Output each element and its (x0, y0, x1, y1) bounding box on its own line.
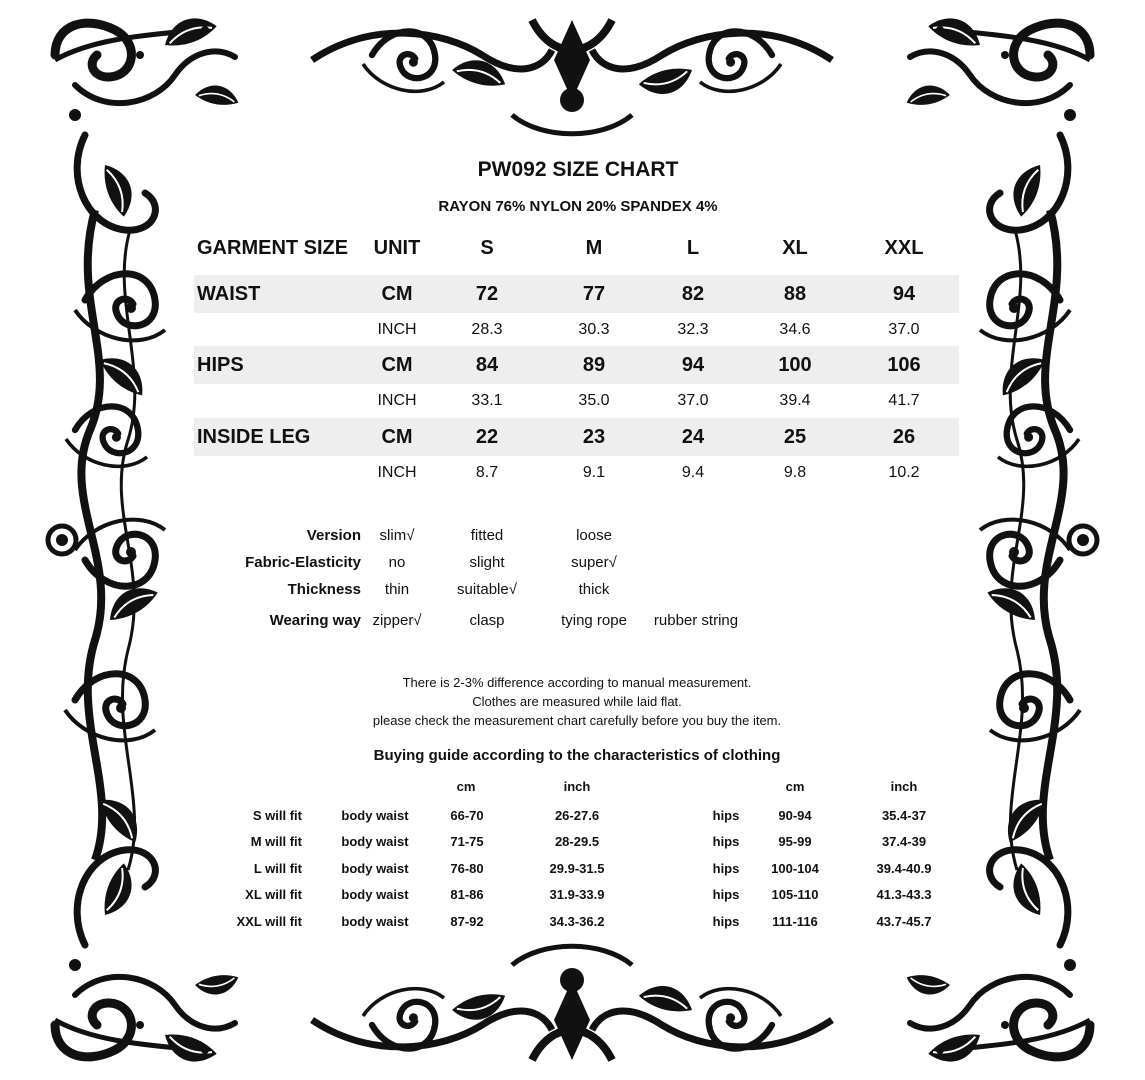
guide-fit: L will fit (253, 861, 302, 876)
header-size-s: S (480, 237, 494, 259)
header-size-xl: XL (782, 237, 808, 259)
page-title: PW092 SIZE CHART (477, 158, 679, 181)
guide-waist-inch: 31.9-33.9 (549, 887, 605, 902)
feature-label-thickness: Thickness (287, 581, 361, 598)
waist-cm-xl: 88 (783, 283, 807, 305)
guide-waist-cm: 76-80 (450, 861, 484, 876)
guide-hips-label: hips (712, 834, 740, 849)
guide-waist-inch: 29.9-31.5 (549, 861, 605, 876)
leg-inch-l: 9.4 (681, 464, 705, 481)
feature-option: thin (384, 581, 410, 598)
feature-label-wearing-way: Wearing way (269, 612, 361, 629)
hips-cm-s: 84 (475, 354, 499, 376)
unit-inch: INCH (377, 321, 417, 338)
guide-hips-cm: 100-104 (771, 861, 819, 876)
waist-inch-l: 32.3 (677, 321, 709, 338)
note-line: There is 2-3% difference according to manual measurement. (402, 675, 752, 690)
hips-inch-xl: 39.4 (779, 392, 811, 409)
waist-inch-xl: 34.6 (779, 321, 811, 338)
leg-cm-xl: 25 (783, 426, 807, 448)
leg-inch-xxl: 10.2 (888, 464, 920, 481)
hips-cm-xxl: 106 (887, 354, 921, 376)
waist-inch-xxl: 37.0 (888, 321, 920, 338)
header-size-m: M (585, 237, 603, 259)
feature-option: suitable√ (457, 581, 517, 598)
guide-hips-inch: 37.4-39 (881, 834, 927, 849)
leg-cm-m: 23 (582, 426, 606, 448)
leg-cm-xxl: 26 (892, 426, 916, 448)
waist-cm-l: 82 (681, 283, 705, 305)
guide-hips-inch: 35.4-37 (881, 808, 927, 823)
guide-hips-label: hips (712, 861, 740, 876)
waist-cm-m: 77 (582, 283, 606, 305)
guide-col-header: cm (785, 779, 805, 794)
hips-cm-l: 94 (681, 354, 705, 376)
unit-inch: INCH (377, 464, 417, 481)
guide-waist-cm: 71-75 (450, 834, 484, 849)
feature-option: thick (578, 581, 610, 598)
unit-cm: CM (381, 354, 413, 376)
feature-option: no (388, 554, 406, 571)
guide-hips-cm: 90-94 (778, 808, 812, 823)
unit-inch: INCH (377, 392, 417, 409)
guide-hips-cm: 95-99 (778, 834, 812, 849)
guide-waist-cm: 81-86 (450, 887, 484, 902)
guide-waist-inch: 28-29.5 (554, 834, 600, 849)
hips-inch-m: 35.0 (578, 392, 610, 409)
hips-cm-m: 89 (582, 354, 606, 376)
guide-fit: XL will fit (245, 887, 302, 902)
hips-cm-xl: 100 (778, 354, 812, 376)
hips-inch-xxl: 41.7 (888, 392, 920, 409)
row-band (194, 275, 959, 313)
feature-option: super√ (571, 554, 617, 571)
row-label-inside-leg: INSIDE LEG (197, 426, 311, 448)
guide-waist-label: body waist (341, 834, 409, 849)
guide-hips-label: hips (712, 887, 740, 902)
feature-option: loose (576, 527, 612, 544)
row-label-hips: HIPS (197, 354, 244, 376)
guide-title: Buying guide according to the characteristics of clothing (373, 747, 781, 764)
guide-waist-label: body waist (341, 914, 409, 929)
guide-waist-label: body waist (341, 861, 409, 876)
guide-waist-cm: 87-92 (450, 914, 484, 929)
feature-label-elasticity: Fabric-Elasticity (245, 554, 361, 571)
feature-option: clasp (469, 612, 505, 629)
guide-col-header: inch (890, 779, 918, 794)
guide-fit: S will fit (252, 808, 302, 823)
feature-option: rubber string (653, 612, 739, 629)
header-unit: UNIT (373, 237, 421, 259)
note-line: Clothes are measured while laid flat. (472, 694, 682, 709)
leg-inch-m: 9.1 (582, 464, 606, 481)
leg-cm-l: 24 (681, 426, 705, 448)
guide-hips-inch: 39.4-40.9 (876, 861, 932, 876)
waist-cm-s: 72 (475, 283, 499, 305)
header-size-l: L (686, 237, 700, 259)
guide-col-header: cm (456, 779, 476, 794)
feature-option: slim√ (379, 527, 415, 544)
leg-cm-s: 22 (475, 426, 499, 448)
material-composition: RAYON 76% NYLON 20% SPANDEX 4% (438, 198, 718, 215)
guide-hips-inch: 43.7-45.7 (876, 914, 932, 929)
hips-inch-s: 33.1 (471, 392, 503, 409)
unit-cm: CM (381, 426, 413, 448)
feature-option: fitted (470, 527, 504, 544)
waist-inch-s: 28.3 (471, 321, 503, 338)
guide-col-header: inch (563, 779, 591, 794)
guide-waist-cm: 66-70 (450, 808, 484, 823)
guide-waist-inch: 26-27.6 (554, 808, 600, 823)
unit-cm: CM (381, 283, 413, 305)
hips-inch-l: 37.0 (677, 392, 709, 409)
guide-fit: M will fit (250, 834, 302, 849)
note-line: please check the measurement chart carefully before you buy the item. (372, 713, 782, 728)
guide-waist-inch: 34.3-36.2 (549, 914, 605, 929)
row-band (194, 346, 959, 384)
header-size-xxl: XXL (884, 237, 924, 259)
guide-waist-label: body waist (341, 887, 409, 902)
guide-hips-cm: 111-116 (772, 914, 818, 929)
guide-hips-label: hips (712, 914, 740, 929)
feature-option: zipper√ (372, 612, 422, 629)
row-label-waist: WAIST (197, 283, 261, 305)
guide-hips-cm: 105-110 (771, 887, 819, 902)
guide-hips-label: hips (712, 808, 740, 823)
leg-inch-xl: 9.8 (783, 464, 807, 481)
guide-waist-label: body waist (341, 808, 409, 823)
feature-label-version: Version (306, 527, 361, 544)
waist-inch-m: 30.3 (578, 321, 610, 338)
feature-option: slight (469, 554, 505, 571)
leg-inch-s: 8.7 (475, 464, 499, 481)
guide-hips-inch: 41.3-43.3 (876, 887, 932, 902)
guide-fit: XXL will fit (236, 914, 302, 929)
waist-cm-xxl: 94 (892, 283, 916, 305)
feature-option: tying rope (561, 612, 627, 629)
header-garment-size: GARMENT SIZE (197, 237, 349, 259)
